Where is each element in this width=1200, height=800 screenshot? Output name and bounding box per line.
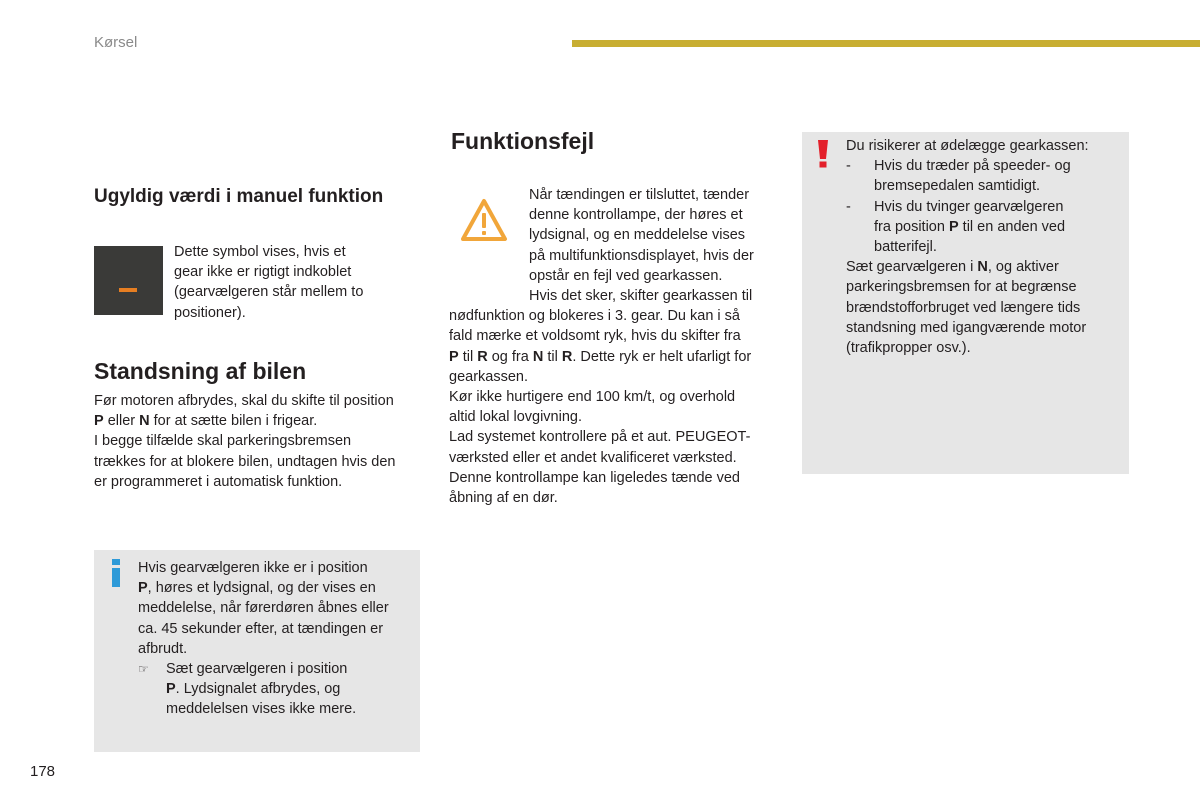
- text-line: Denne kontrollampe kan ligeledes tænde ved: [449, 469, 740, 486]
- text-line: [874, 217, 1065, 237]
- stopping-paragraph: [94, 391, 395, 492]
- text-line: Sæt gearvælgeren i position: [166, 661, 348, 678]
- text-span: . Dette ryk er helt ufarligt for: [572, 348, 752, 365]
- text-line: Når tændingen er tilsluttet, tænder: [529, 187, 750, 203]
- warning-triangle-icon: [460, 197, 508, 243]
- text-line: Hvis det sker, skifter gearkassen til: [529, 288, 753, 304]
- text-line: afbrudt.: [138, 640, 188, 657]
- malfunction-intro: [529, 185, 754, 286]
- exclamation-icon: [816, 138, 830, 168]
- text-line: [138, 578, 389, 598]
- text-line: parkeringsbremsen for at begrænse: [846, 279, 1077, 296]
- gear-letter: N: [532, 348, 544, 365]
- dash-bullet: -: [846, 158, 851, 175]
- gear-letter: P: [449, 348, 459, 365]
- text-line: (gearvælgeren står mellem to: [174, 284, 364, 301]
- text-line: batterifejl.: [874, 239, 937, 256]
- warning-bullet: [846, 197, 1089, 258]
- text-line: Kør ikke hurtigere end 100 km/t, og overhold: [449, 389, 736, 406]
- text-line: nødfunktion og blokeres i 3. gear. Du kan i så: [449, 308, 740, 325]
- malfunction-heading: Funktionsfejl: [451, 128, 595, 154]
- text-span: Sæt gearvælgeren i: [846, 259, 978, 276]
- text-span: til: [458, 348, 478, 365]
- text-line: lydsignal, og en meddelelse vises: [529, 227, 746, 244]
- gear-letter: N: [977, 259, 988, 276]
- text-line: trækkes for at blokere bilen, undtagen hvis den: [94, 453, 396, 470]
- text-line: åbning af en dør.: [449, 490, 558, 507]
- gear-letter: P: [138, 580, 148, 597]
- text-line: altid lokal lovgivning.: [449, 409, 582, 426]
- gear-dash-warning-icon: [94, 246, 163, 315]
- symbol-description: [174, 242, 363, 323]
- text-line: [166, 679, 356, 699]
- text-span: fra position: [874, 218, 949, 235]
- stopping-heading: Standsning af bilen: [94, 358, 307, 384]
- gear-letter: N: [139, 413, 150, 430]
- text-line: gearkassen.: [449, 368, 528, 385]
- text-line: Hvis du tvinger gearvælgeren: [874, 198, 1064, 215]
- text-line: værksted eller et andet kvalificeret værksted.: [449, 449, 737, 466]
- text-span: . Lydsignalet afbrydes, og: [175, 681, 341, 698]
- pointing-hand-icon: ☞: [138, 662, 149, 677]
- text-line: [449, 347, 779, 367]
- section-label: Kørsel: [94, 34, 138, 51]
- text-line: [94, 411, 395, 431]
- text-line: Du risikerer at ødelægge gearkassen:: [846, 138, 1089, 154]
- text-line: standsning med igangværende motor: [846, 319, 1087, 336]
- text-line: Før motoren afbrydes, skal du skifte til position: [94, 393, 394, 409]
- text-line: meddelelse, når førerdøren åbnes eller: [138, 600, 389, 617]
- text-span: til en anden ved: [958, 218, 1066, 235]
- text-line: Hvis gearvælgeren ikke er i position: [138, 560, 368, 576]
- text-span: eller: [103, 413, 140, 430]
- text-line: bremsepedalen samtidigt.: [874, 178, 1041, 195]
- text-line: meddelelsen vises ikke mere.: [166, 701, 357, 718]
- text-line: Hvis du træder på speeder- og: [874, 158, 1071, 175]
- gear-letter: R: [561, 348, 573, 365]
- header-accent-bar: [572, 40, 1200, 47]
- text-span: , høres et lydsignal, og der vises en: [147, 580, 376, 597]
- text-line: Lad systemet kontrollere på et aut. PEUGEOT-: [449, 429, 751, 446]
- text-line: brændstofforbruget ved længere tids: [846, 299, 1081, 316]
- text-line: [846, 257, 1089, 277]
- dash-bullet: -: [846, 198, 851, 215]
- warning-text: [846, 136, 1089, 358]
- text-span: , og aktiver: [987, 259, 1059, 276]
- text-line: Dette symbol vises, hvis et: [174, 244, 346, 260]
- info-bullet: [138, 659, 389, 720]
- warning-bullet: [846, 156, 1089, 196]
- text-span: for at sætte bilen i frigear.: [149, 413, 318, 430]
- gear-letter: P: [948, 218, 959, 235]
- info-icon: [108, 558, 124, 588]
- text-span: til: [543, 348, 562, 365]
- text-line: positioner).: [174, 304, 246, 321]
- text-line: er programmeret i automatisk funktion.: [94, 473, 343, 490]
- gear-letter: R: [477, 348, 488, 365]
- text-line: (trafikpropper osv.).: [846, 340, 971, 357]
- text-line: ca. 45 sekunder efter, at tændingen er: [138, 620, 384, 637]
- info-text: [138, 558, 389, 720]
- text-line: opstår en fejl ved gearkassen.: [529, 267, 723, 284]
- gear-letter: P: [94, 413, 104, 430]
- text-line: på multifunktionsdisplayet, hvis der: [529, 247, 754, 264]
- text-line: gear ikke er rigtigt indkoblet: [174, 264, 352, 281]
- malfunction-body: [449, 286, 779, 508]
- text-line: denne kontrollampe, der høres et: [529, 207, 743, 224]
- text-span: og fra: [487, 348, 533, 365]
- manual-function-heading: Ugyldig værdi i manuel funktion: [94, 186, 384, 207]
- gear-letter: P: [166, 681, 176, 698]
- text-line: fald mærke et voldsomt ryk, hvis du skifter fra: [449, 328, 741, 345]
- text-line: I begge tilfælde skal parkeringsbremsen: [94, 433, 352, 450]
- page-number: 178: [30, 763, 56, 780]
- dash-mark: [119, 288, 137, 292]
